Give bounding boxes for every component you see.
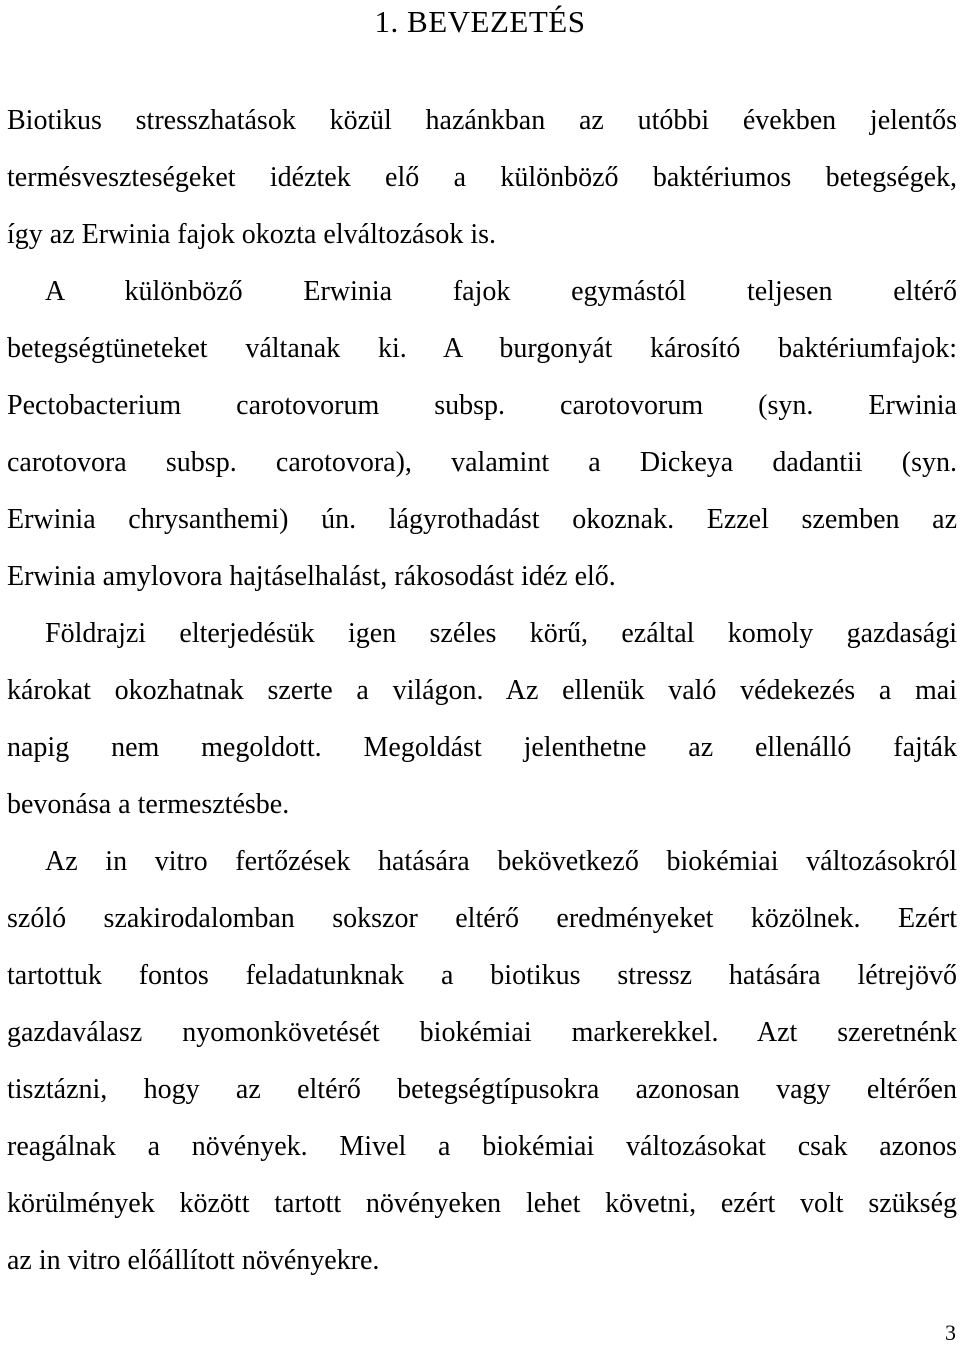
text-line: bevonása a termesztésbe. bbox=[7, 789, 290, 820]
text-line: körülmények között tartott növényeken lehet követni, ezért volt szükség bbox=[7, 1188, 957, 1219]
text-line: reagálnak a növények. Mivel a biokémiai változásokat csak azonos bbox=[7, 1131, 957, 1162]
text-line: károkat okozhatnak szerte a világon. Az ellenük való védekezés a mai bbox=[7, 675, 957, 706]
text-line: napig nem megoldott. Megoldást jelenthetne az ellenálló fajták bbox=[7, 732, 957, 763]
text-line: Biotikus stresszhatások közül hazánkban az utóbbi években jelentős bbox=[7, 105, 957, 136]
text-line: A különböző Erwinia fajok egymástól teljesen eltérő bbox=[45, 276, 957, 307]
text-line: gazdaválasz nyomonkövetését biokémiai markerekkel. Azt szeretnénk bbox=[7, 1017, 957, 1048]
text-line: szóló szakirodalomban sokszor eltérő eredményeket közölnek. Ezért bbox=[7, 903, 957, 934]
text-line: termésveszteségeket idéztek elő a különböző baktériumos betegségek, bbox=[7, 162, 957, 193]
text-line: carotovora subsp. carotovora), valamint a Dickeya dadantii (syn. bbox=[7, 447, 957, 478]
text-line: így az Erwinia fajok okozta elváltozások is. bbox=[7, 219, 497, 250]
page-number: 3 bbox=[945, 1320, 956, 1345]
text-line: Pectobacterium carotovorum subsp. carotovorum (syn. Erwinia bbox=[7, 390, 957, 421]
text-line: Az in vitro fertőzések hatására bekövetkező biokémiai változásokról bbox=[45, 846, 957, 877]
text-line: Erwinia chrysanthemi) ún. lágyrothadást okoznak. Ezzel szemben az bbox=[7, 504, 957, 535]
text-line: Földrajzi elterjedésük igen széles körű, ezáltal komoly gazdasági bbox=[45, 618, 957, 649]
section-heading: 1. BEVEZETÉS bbox=[374, 4, 586, 39]
text-line: tartottuk fontos feladatunknak a biotikus stressz hatására létrejövő bbox=[7, 960, 957, 991]
text-line: az in vitro előállított növényekre. bbox=[7, 1245, 380, 1276]
text-line: betegségtüneteket váltanak ki. A burgonyát károsító baktériumfajok: bbox=[7, 333, 957, 364]
text-line: tisztázni, hogy az eltérő betegségtípusokra azonosan vagy eltérően bbox=[7, 1074, 957, 1105]
body-text bbox=[7, 92, 957, 1289]
text-line: Erwinia amylovora hajtáselhalást, rákosodást idéz elő. bbox=[7, 561, 616, 592]
